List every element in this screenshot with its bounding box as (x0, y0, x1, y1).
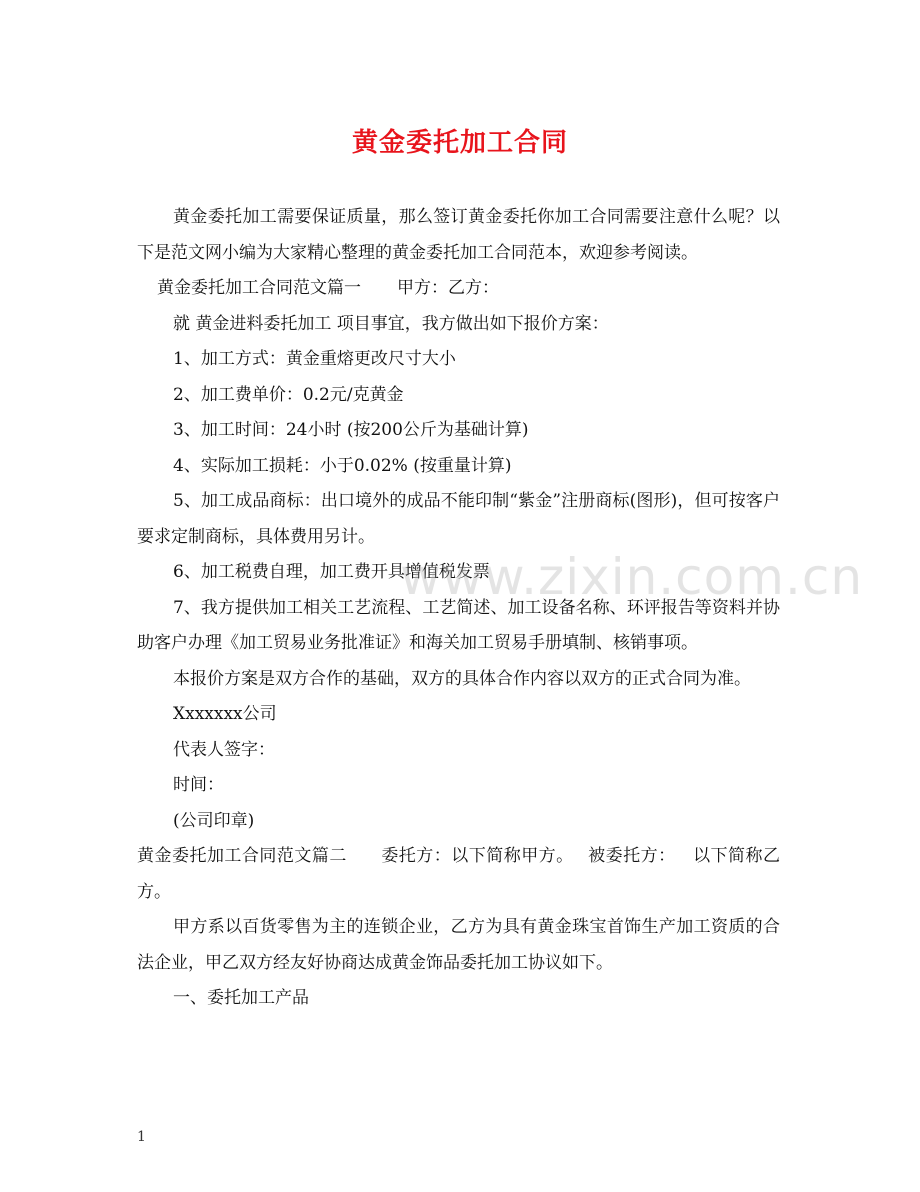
sample2-line (137, 839, 780, 910)
page-number: 1 (137, 1129, 146, 1145)
sample1-heading: 黄金委托加工合同范文篇一 (157, 278, 361, 298)
sample2-client: 委托方：以下简称甲方。 (380, 846, 574, 866)
list-item: 4、实际加工损耗：小于0.02% (按重量计算) (173, 455, 512, 476)
list-item: 5、加工成品商标：出口境外的成品不能印制“紫金”注册商标(图形)，但可按客户要求定制商标，具体费用另计。 (137, 491, 780, 547)
list-item: 2、加工费单价：0.2元/克黄金 (173, 384, 404, 405)
document-body (137, 200, 780, 1017)
sample2-contractor-suffix: 以下简称乙方。 (137, 846, 781, 902)
parties-desc: 甲方系以百货零售为主的连锁企业，乙方为具有黄金珠宝首饰生产加工资质的合法企业，甲乙双方经友好协商达成黄金饰品委托加工协议如下。 (137, 917, 780, 973)
intro-paragraph: 黄金委托加工需要保证质量，那么签订黄金委托你加工合同需要注意什么呢？以下是范文网小编为大家精心整理的黄金委托加工合同范本，欢迎参考阅读。 (137, 207, 780, 263)
time-line: 时间： (173, 775, 224, 795)
sample2-contractor: 被委托方： (587, 846, 676, 866)
sample1-line (137, 271, 780, 307)
seal-line: (公司印章) (173, 810, 255, 831)
sample1-parties: 甲方：乙方： (397, 278, 499, 298)
list-item: 7、我方提供加工相关工艺流程、工艺简述、加工设备名称、环评报告等资料并协助客户办理《加工贸易业务批准证》和海关加工贸易手册填制、核销事项。 (137, 597, 780, 653)
list-item: 6、加工税费自理，加工费开具增值税发票 (173, 562, 490, 582)
list-item: 3、加工时间：24小时 (按200公斤为基础计算) (173, 420, 529, 440)
basis-paragraph: 本报价方案是双方合作的基础，双方的具体合作内容以双方的正式合同为准。 (173, 668, 751, 689)
company-name: Xxxxxxx公司 (173, 704, 277, 724)
section-heading: 一、委托加工产品 (173, 988, 309, 1008)
list-item: 1、加工方式：黄金重熔更改尺寸大小 (173, 349, 456, 369)
watermark: www.zixin.com.cn (400, 548, 864, 606)
rep-signature: 代表人签字： (173, 739, 275, 760)
quote-lead: 就 黄金进料委托加工 项目事宜，我方做出如下报价方案： (173, 313, 609, 334)
sample2-heading: 黄金委托加工合同范文篇二 (137, 846, 347, 866)
document-title: 黄金委托加工合同 (351, 128, 568, 158)
